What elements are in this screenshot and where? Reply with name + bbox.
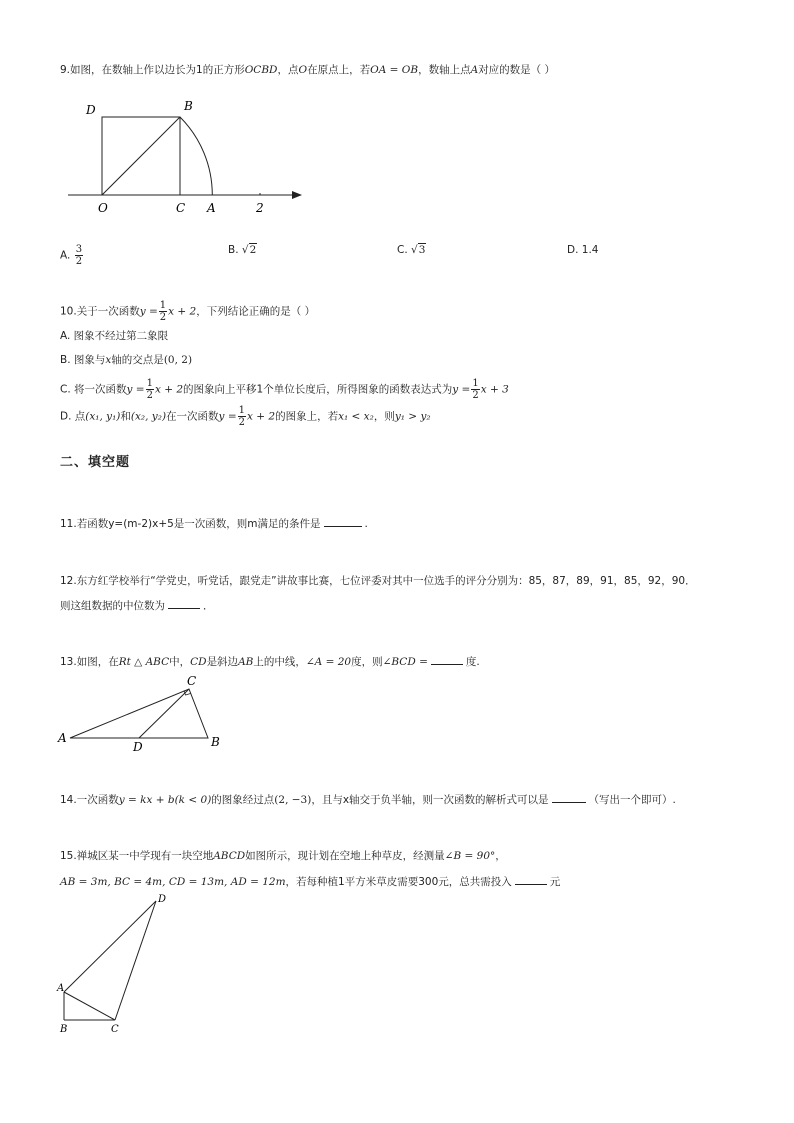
q14-text: ，且与x轴交于负半轴，则一次函数的解析式可以是 bbox=[311, 794, 549, 806]
label-c: C bbox=[187, 674, 197, 688]
q12-text: ． bbox=[203, 600, 214, 612]
answer-blank[interactable] bbox=[552, 801, 586, 803]
radicand: 3 bbox=[418, 244, 426, 256]
label-b: B bbox=[60, 1024, 68, 1035]
numerator: 1 bbox=[238, 405, 245, 416]
q9-option-b[interactable] bbox=[228, 244, 257, 256]
numerator: 1 bbox=[159, 300, 167, 311]
q9-option-c[interactable] bbox=[397, 244, 426, 256]
option-label: C. bbox=[397, 244, 408, 256]
answer-blank[interactable] bbox=[431, 663, 463, 665]
q15-figure bbox=[54, 890, 184, 1038]
q15-line1 bbox=[60, 849, 506, 863]
q10-text: 10.关于一次函数 bbox=[60, 305, 140, 318]
q14-text: （写出一个即可）. bbox=[588, 794, 676, 806]
option-text: 在一次函数 bbox=[166, 410, 219, 423]
q15-math: AB = 3m, BC = 4m, CD = 13m, AD = 12m bbox=[60, 876, 286, 888]
option-label: D. bbox=[567, 244, 579, 256]
label-a: A bbox=[57, 983, 65, 994]
q10-y: y = bbox=[139, 305, 158, 318]
median-cd bbox=[139, 689, 189, 738]
q13-text: 度，则 bbox=[351, 656, 383, 668]
denominator: 2 bbox=[146, 390, 153, 401]
q13-text: 是斜边 bbox=[206, 656, 239, 668]
option-label: B. bbox=[228, 244, 239, 256]
q14-text: 的图象经过点 bbox=[211, 794, 275, 806]
label-c: C bbox=[111, 1024, 119, 1035]
q13-text: 度. bbox=[465, 656, 480, 668]
fraction bbox=[471, 378, 479, 401]
label-b: B bbox=[211, 735, 220, 749]
label-d: D bbox=[133, 740, 143, 752]
q15-text: ，若每种植1平方米草皮需要300元，总共需投入 bbox=[285, 876, 512, 888]
denominator: 2 bbox=[472, 390, 479, 401]
q13-math: Rt △ ABC bbox=[118, 656, 170, 668]
label-a: A bbox=[58, 731, 67, 745]
q12-line2 bbox=[60, 599, 214, 613]
option-math: (x₁, y₁) bbox=[85, 410, 121, 423]
q10-option-d[interactable] bbox=[60, 405, 431, 428]
q13-math: AB bbox=[238, 656, 254, 668]
option-text: B. 图象与 bbox=[60, 354, 106, 366]
label-d: D bbox=[158, 894, 167, 905]
fraction bbox=[159, 300, 167, 323]
q13-math: CD bbox=[190, 656, 207, 668]
q12-line1: 12.东方红学校举行“学党史，听党话，跟党走”讲故事比赛，七位评委对其中一位选手的评分分别为：85，87，89，91，85，92，90． bbox=[60, 575, 696, 587]
answer-blank[interactable] bbox=[515, 883, 547, 885]
option-math: x bbox=[105, 354, 112, 366]
q10-expr: x + 2 bbox=[168, 305, 197, 318]
q9-point-a: A bbox=[470, 64, 479, 76]
q15-math: ABCD bbox=[213, 850, 246, 862]
arc-ob bbox=[180, 117, 212, 195]
option-math: y = bbox=[218, 410, 237, 423]
option-text: D. 点 bbox=[60, 410, 86, 423]
q14-math: (2, −3) bbox=[274, 794, 312, 806]
option-math: (x₂, y₂) bbox=[130, 410, 167, 423]
numerator: 1 bbox=[472, 378, 479, 389]
option-text: ，则 bbox=[373, 410, 395, 423]
q9-text: ，数轴上点 bbox=[418, 64, 471, 76]
q9-option-d[interactable] bbox=[567, 244, 598, 256]
option-text: 轴的交点是 bbox=[111, 354, 164, 366]
q13-text: 13.如图，在 bbox=[60, 656, 119, 668]
option-math: x + 2 bbox=[247, 410, 276, 423]
radicand: 2 bbox=[249, 244, 257, 256]
denominator: 2 bbox=[238, 417, 245, 428]
numerator: 3 bbox=[75, 244, 83, 255]
q10-stem bbox=[60, 300, 315, 323]
q15-text: ， bbox=[495, 850, 506, 862]
option-math: y₁ > y₂ bbox=[394, 410, 431, 423]
answer-blank[interactable] bbox=[324, 525, 362, 527]
option-math: y = bbox=[126, 383, 145, 396]
option-math: y = bbox=[452, 383, 471, 396]
q10-option-b[interactable] bbox=[60, 353, 192, 367]
q13-math: ∠BCD = bbox=[382, 656, 428, 668]
q13-math: ∠A = 20 bbox=[305, 656, 352, 668]
q15-text: 如图所示，现计划在空地上种草皮，经测量 bbox=[245, 850, 445, 862]
denominator: 2 bbox=[75, 256, 83, 267]
option-text: A. 图象不经过第二象限 bbox=[60, 330, 169, 342]
fraction bbox=[75, 244, 83, 267]
q13-stem bbox=[60, 655, 480, 669]
q9-text: 对应的数是（ ） bbox=[478, 64, 556, 76]
q9-text: 9.如图，在数轴上作以边长为1的正方形 bbox=[60, 64, 245, 76]
option-text: 的图象向上平移1个单位长度后，所得图象的函数表达式为 bbox=[183, 383, 453, 396]
label-d: D bbox=[86, 103, 96, 117]
q9-equation: OA = OB bbox=[370, 64, 419, 76]
q10-option-a[interactable] bbox=[60, 329, 168, 343]
q9-point-o: O bbox=[298, 64, 308, 76]
q9-square-name: OCBD bbox=[244, 64, 278, 76]
denominator: 2 bbox=[159, 312, 167, 323]
q10-text: ，下列结论正确的是（ ） bbox=[196, 305, 316, 318]
option-text: 的图象上，若 bbox=[275, 410, 339, 423]
number-line-arrow bbox=[292, 191, 302, 199]
diagonal-ac bbox=[64, 992, 115, 1020]
label-a: A bbox=[207, 201, 216, 215]
label-2: 2 bbox=[256, 201, 264, 215]
option-text: 和 bbox=[120, 410, 131, 423]
q14-text: 14.一次函数 bbox=[60, 794, 119, 806]
option-value: 1.4 bbox=[581, 244, 599, 256]
q9-text: ，点 bbox=[277, 64, 299, 76]
option-text: C. 将一次函数 bbox=[60, 383, 127, 396]
q14 bbox=[60, 793, 676, 807]
option-math: x₁ < x₂ bbox=[338, 410, 374, 423]
q13-figure bbox=[56, 672, 228, 752]
label-o: O bbox=[98, 201, 108, 215]
triangle-abc bbox=[70, 689, 208, 738]
diagonal-ob bbox=[102, 117, 180, 195]
fraction bbox=[238, 405, 246, 428]
side-ad bbox=[64, 901, 156, 992]
q15-text: 15.禅城区某一中学现有一块空地 bbox=[60, 850, 214, 862]
q11 bbox=[60, 517, 368, 531]
fraction bbox=[146, 378, 154, 401]
option-math: (0, 2) bbox=[163, 354, 193, 366]
option-math: x + 2 bbox=[154, 383, 184, 396]
sqrt: √2 bbox=[241, 244, 257, 256]
q13-text: 中， bbox=[169, 656, 191, 668]
q13-text: 上的中线， bbox=[253, 656, 306, 668]
q9-option-a[interactable] bbox=[60, 244, 84, 267]
q15-text: 元 bbox=[549, 876, 561, 888]
option-label: A. bbox=[60, 249, 71, 262]
q15-math: ∠B = 90° bbox=[444, 850, 496, 862]
label-c: C bbox=[176, 201, 186, 215]
q9-figure bbox=[60, 95, 310, 220]
q11-text: 11.若函数y=(m-2)x+5是一次函数，则m满足的条件是 bbox=[60, 518, 321, 530]
q14-math: y = kx + b(k < 0) bbox=[118, 794, 212, 806]
q9-stem bbox=[60, 63, 555, 77]
q15-line2 bbox=[60, 875, 560, 889]
q10-option-c[interactable] bbox=[60, 378, 509, 401]
sqrt: √3 bbox=[411, 244, 426, 256]
answer-blank[interactable] bbox=[168, 607, 200, 609]
numerator: 1 bbox=[146, 378, 153, 389]
section-title: 二、填空题 bbox=[60, 455, 131, 470]
label-b: B bbox=[184, 99, 193, 113]
q11-text: . bbox=[364, 518, 368, 530]
option-math: x + 3 bbox=[480, 383, 509, 396]
side-cd bbox=[115, 901, 156, 1020]
q9-text: 在原点上，若 bbox=[307, 64, 371, 76]
q12-text: 则这组数据的中位数为 bbox=[60, 600, 165, 612]
